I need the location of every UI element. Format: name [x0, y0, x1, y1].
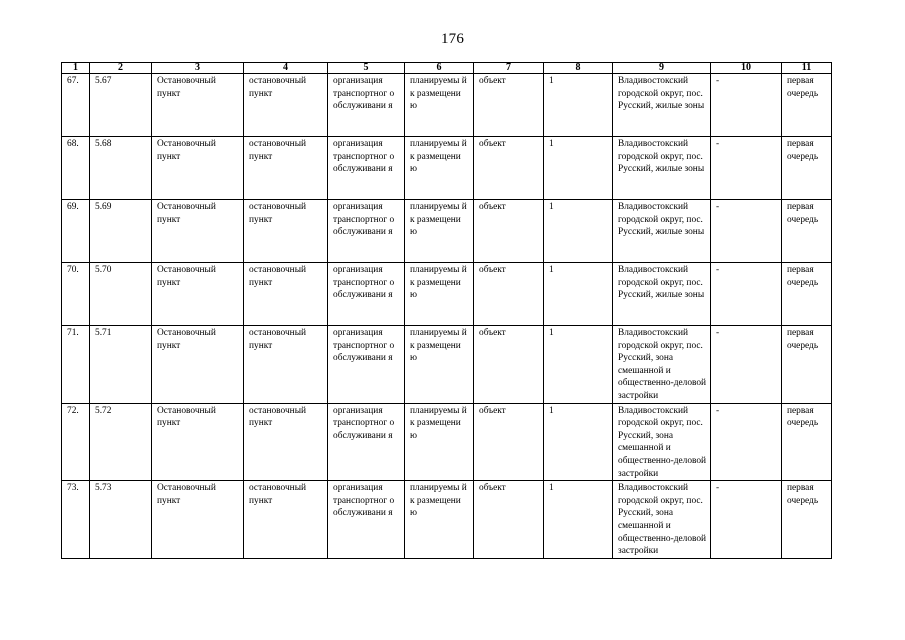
kind-cell: остановочный пункт [244, 137, 328, 200]
row-number-cell: 73. [62, 481, 90, 559]
column-header: 6 [405, 63, 474, 74]
name-cell: Остановочный пункт [152, 137, 244, 200]
table-row [62, 200, 832, 263]
zone-cell: - [711, 403, 782, 481]
zone-cell: - [711, 263, 782, 326]
name-cell: Остановочный пункт [152, 481, 244, 559]
type-cell: объект [474, 481, 544, 559]
row-number-cell: 71. [62, 326, 90, 404]
kind-cell: остановочный пункт [244, 403, 328, 481]
zone-cell: - [711, 137, 782, 200]
column-header: 11 [782, 63, 832, 74]
count-cell: 1 [544, 403, 613, 481]
row-number-cell: 72. [62, 403, 90, 481]
stage-cell: первая очередь [782, 137, 832, 200]
purpose-cell: организация транспортног о обслуживани я [328, 137, 405, 200]
purpose-cell: организация транспортног о обслуживани я [328, 263, 405, 326]
column-header: 8 [544, 63, 613, 74]
location-cell: Владивостокский городской округ, пос. Русский, жилые зоны [613, 200, 711, 263]
name-cell: Остановочный пункт [152, 403, 244, 481]
count-cell: 1 [544, 74, 613, 137]
row-number-cell: 67. [62, 74, 90, 137]
name-cell: Остановочный пункт [152, 74, 244, 137]
row-number-cell: 70. [62, 263, 90, 326]
row-number-cell: 69. [62, 200, 90, 263]
stage-cell: первая очередь [782, 403, 832, 481]
type-cell: объект [474, 263, 544, 326]
status-cell: планируемы й к размещени ю [405, 403, 474, 481]
location-cell: Владивостокский городской округ, пос. Русский, жилые зоны [613, 263, 711, 326]
table-row [62, 137, 832, 200]
type-cell: объект [474, 200, 544, 263]
zone-cell: - [711, 326, 782, 404]
location-cell: Владивостокский городской округ, пос. Русский, жилые зоны [613, 74, 711, 137]
kind-cell: остановочный пункт [244, 200, 328, 263]
type-cell: объект [474, 403, 544, 481]
purpose-cell: организация транспортног о обслуживани я [328, 326, 405, 404]
location-cell: Владивостокский городской округ, пос. Русский, жилые зоны [613, 137, 711, 200]
column-header: 4 [244, 63, 328, 74]
name-cell: Остановочный пункт [152, 263, 244, 326]
kind-cell: остановочный пункт [244, 326, 328, 404]
stage-cell: первая очередь [782, 481, 832, 559]
table-row [62, 403, 832, 481]
table-row [62, 481, 832, 559]
type-cell: объект [474, 326, 544, 404]
column-header: 1 [62, 63, 90, 74]
kind-cell: остановочный пункт [244, 481, 328, 559]
code-cell: 5.69 [90, 200, 152, 263]
zone-cell: - [711, 481, 782, 559]
name-cell: Остановочный пункт [152, 326, 244, 404]
table-body [62, 74, 832, 559]
column-header: 3 [152, 63, 244, 74]
planned-objects-table [61, 62, 832, 559]
table-row [62, 263, 832, 326]
code-cell: 5.70 [90, 263, 152, 326]
kind-cell: остановочный пункт [244, 263, 328, 326]
code-cell: 5.71 [90, 326, 152, 404]
column-header: 9 [613, 63, 711, 74]
status-cell: планируемы й к размещени ю [405, 74, 474, 137]
count-cell: 1 [544, 263, 613, 326]
status-cell: планируемы й к размещени ю [405, 326, 474, 404]
purpose-cell: организация транспортног о обслуживани я [328, 481, 405, 559]
column-header: 7 [474, 63, 544, 74]
count-cell: 1 [544, 137, 613, 200]
table-row [62, 74, 832, 137]
kind-cell: остановочный пункт [244, 74, 328, 137]
stage-cell: первая очередь [782, 200, 832, 263]
location-cell: Владивостокский городской округ, пос. Русский, зона смешанной и общественно-деловой застройки [613, 403, 711, 481]
table-row [62, 326, 832, 404]
header-row [62, 63, 832, 74]
type-cell: объект [474, 74, 544, 137]
location-cell: Владивостокский городской округ, пос. Русский, зона смешанной и общественно-деловой застройки [613, 481, 711, 559]
status-cell: планируемы й к размещени ю [405, 263, 474, 326]
status-cell: планируемы й к размещени ю [405, 137, 474, 200]
count-cell: 1 [544, 200, 613, 263]
count-cell: 1 [544, 326, 613, 404]
column-header: 5 [328, 63, 405, 74]
status-cell: планируемы й к размещени ю [405, 200, 474, 263]
zone-cell: - [711, 200, 782, 263]
purpose-cell: организация транспортног о обслуживани я [328, 74, 405, 137]
stage-cell: первая очередь [782, 74, 832, 137]
zone-cell: - [711, 74, 782, 137]
code-cell: 5.72 [90, 403, 152, 481]
name-cell: Остановочный пункт [152, 200, 244, 263]
code-cell: 5.67 [90, 74, 152, 137]
page-number: 176 [440, 31, 465, 47]
purpose-cell: организация транспортног о обслуживани я [328, 403, 405, 481]
location-cell: Владивостокский городской округ, пос. Русский, зона смешанной и общественно-деловой застройки [613, 326, 711, 404]
status-cell: планируемы й к размещени ю [405, 481, 474, 559]
purpose-cell: организация транспортног о обслуживани я [328, 200, 405, 263]
column-header: 10 [711, 63, 782, 74]
type-cell: объект [474, 137, 544, 200]
stage-cell: первая очередь [782, 326, 832, 404]
row-number-cell: 68. [62, 137, 90, 200]
stage-cell: первая очередь [782, 263, 832, 326]
count-cell: 1 [544, 481, 613, 559]
code-cell: 5.68 [90, 137, 152, 200]
code-cell: 5.73 [90, 481, 152, 559]
column-header: 2 [90, 63, 152, 74]
